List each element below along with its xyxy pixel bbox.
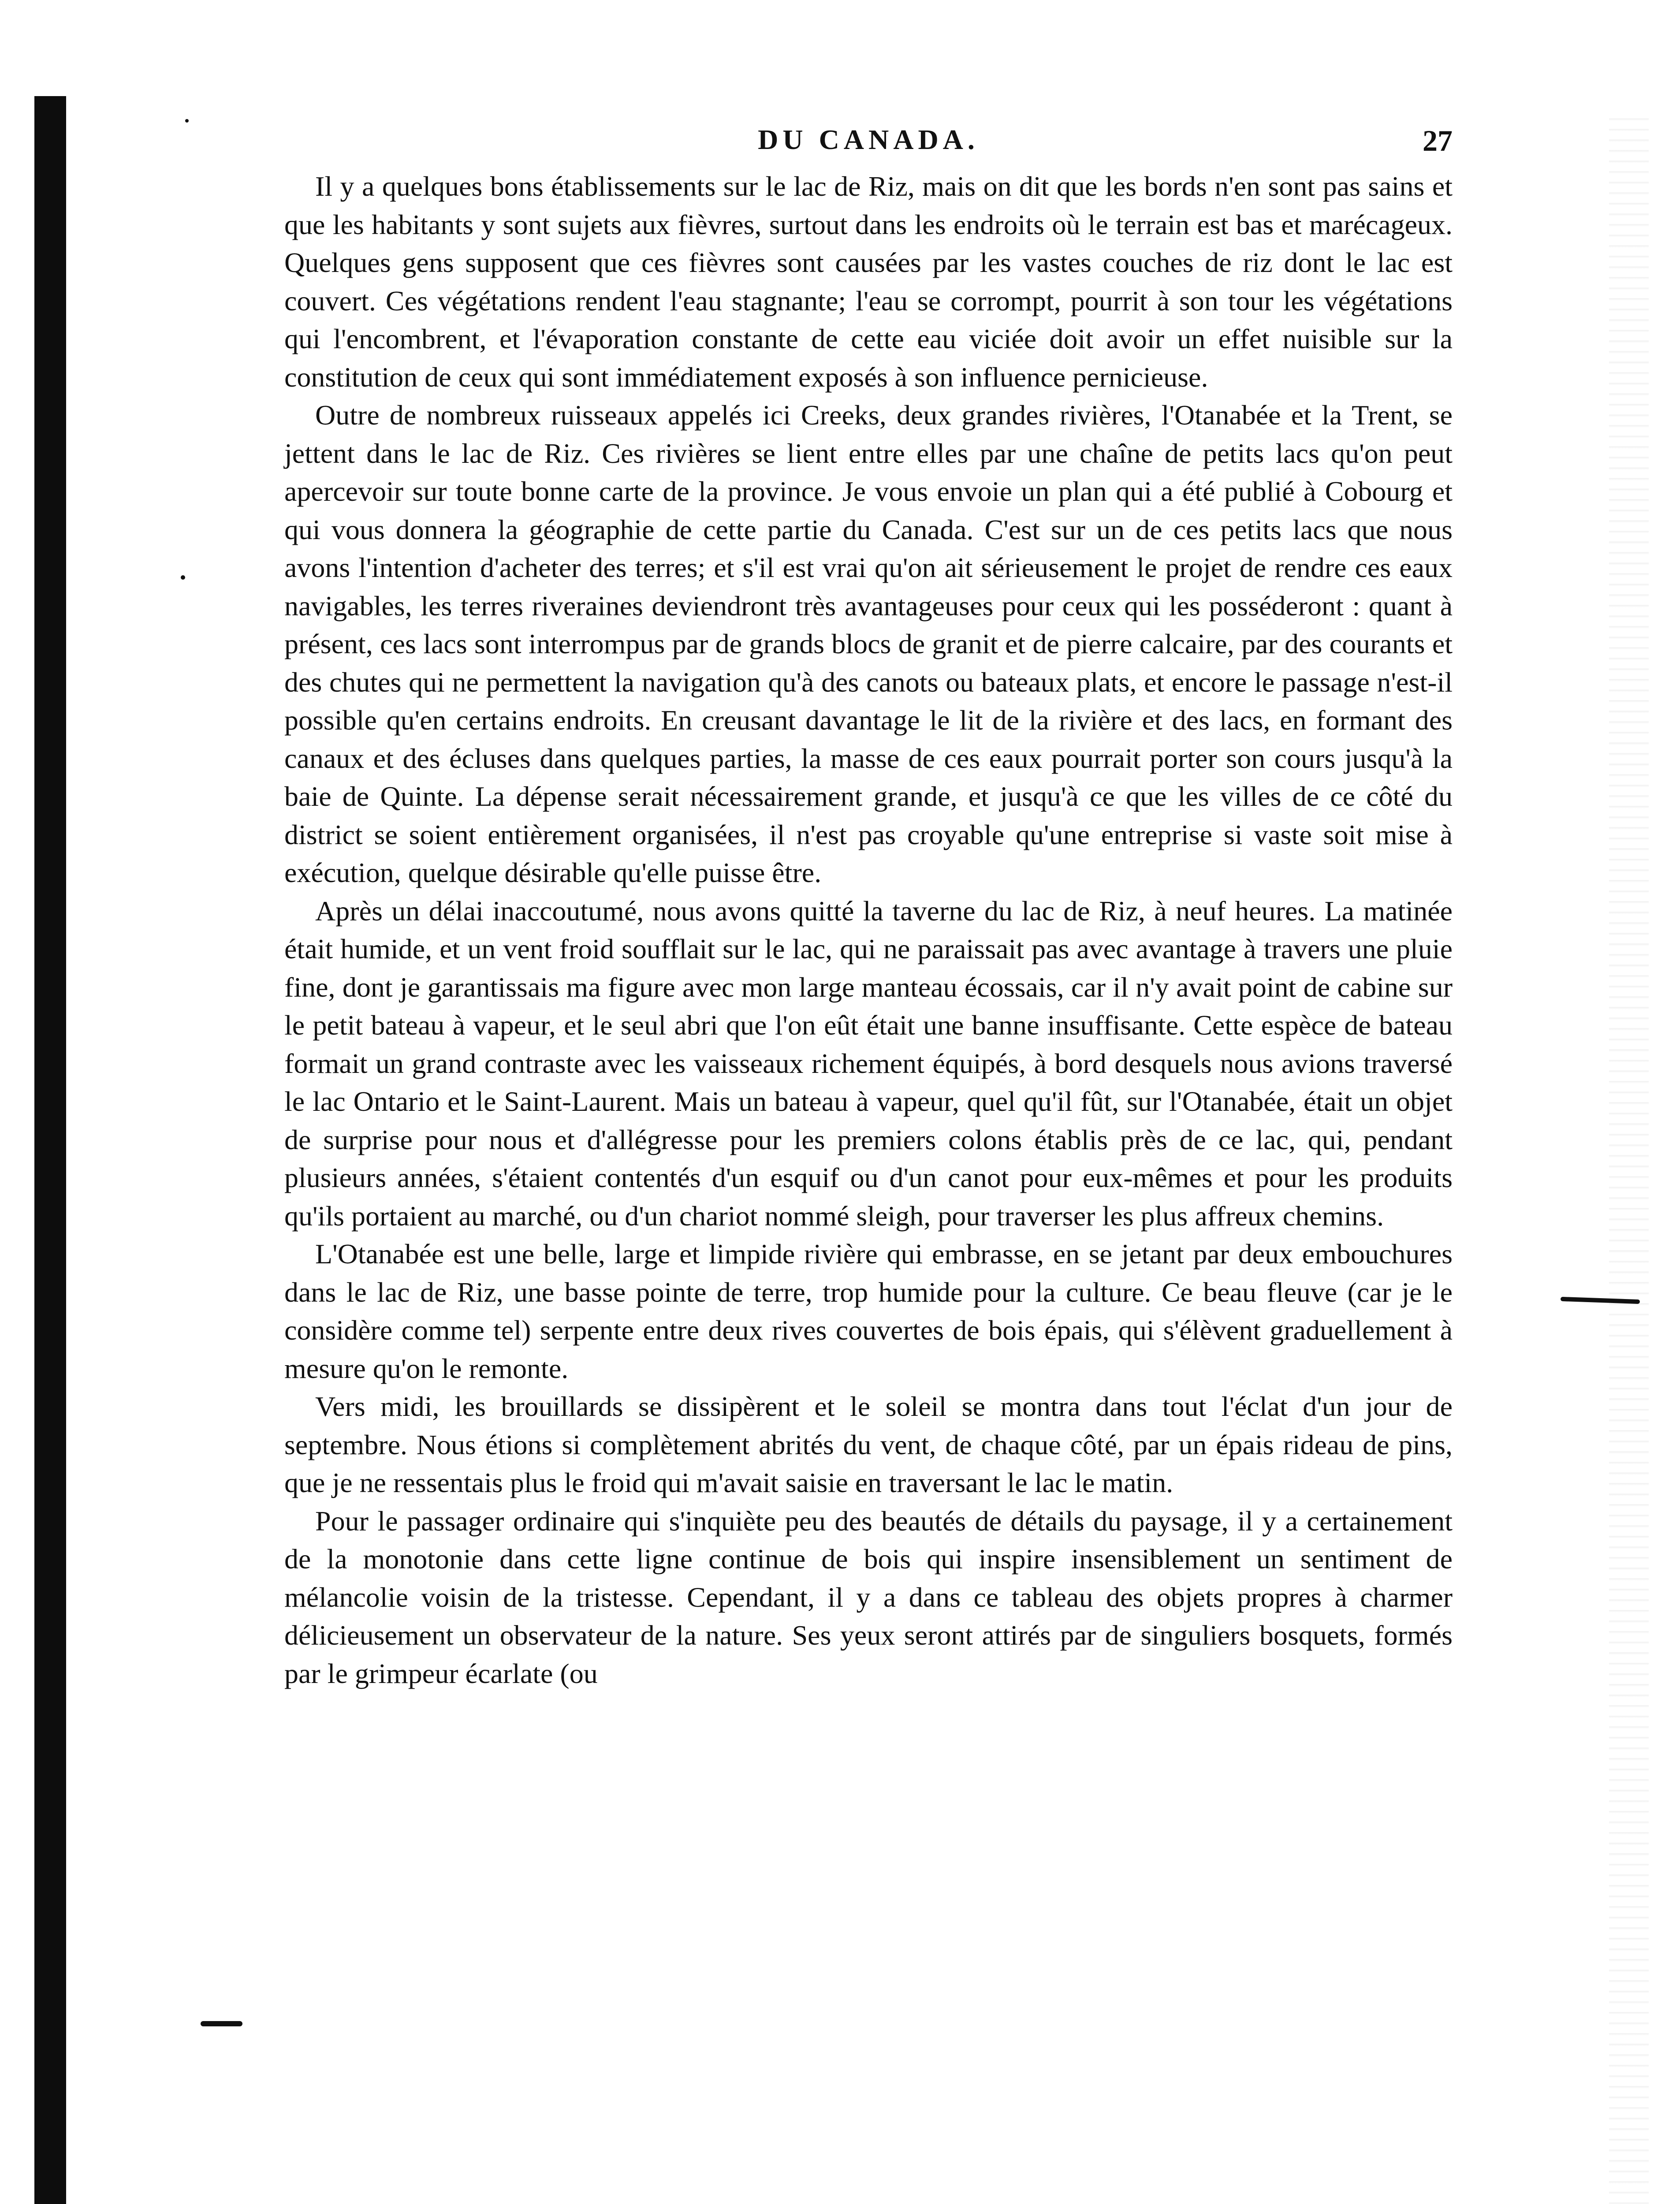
paragraph: L'Otanabée est une belle, large et limpide rivière qui embrasse, en se jetant par deux embouchures dans le lac de Riz, une basse pointe de terre, trop humide pour la culture. Ce beau fleuve (car je le considère comme tel) serpente entre deux rives couvertes de bois épais, qui s'élèvent graduellement à mesure qu'on le remonte. [284, 1238, 1453, 1384]
page-number: 27 [1423, 124, 1453, 157]
scan-right-edge-noise [1609, 110, 1649, 2204]
running-title: DU CANADA. [758, 124, 979, 155]
scan-speck [181, 575, 185, 580]
book-page [284, 119, 1453, 1693]
scan-left-edge-bar [34, 96, 66, 2204]
paragraph: Pour le passager ordinaire qui s'inquiète peu des beautés de détails du paysage, il y a certainement de la monotonie dans cette ligne continue de bois qui inspire insensiblement un sentiment de mélancolie voisin de la tristesse. Cependant, il y a dans ce tableau des objets propres à charmer délicieusement un observateur de la nature. Ses yeux seront attirés par de singuliers bosquets, formés par le grimpeur écarlate (ou [284, 1505, 1453, 1689]
scan-speck [185, 119, 189, 123]
body-text [284, 168, 1453, 1693]
paragraph: Il y a quelques bons établissements sur le lac de Riz, mais on dit que les bords n'en sont pas sains et que les habitants y sont sujets aux fièvres, surtout dans les endroits où le terrain est bas et marécageux. Quelques gens supposent que ces fièvres sont causées par les vastes couches de riz dont le lac est couvert. Ces végétations rendent l'eau stagnante; l'eau se corrompt, pourrit à son tour les végétations qui l'encombrent, et l'évaporation constante de cette eau viciée doit avoir un effet nuisible sur la constitution de ceux qui sont immédiatement exposés à son influence pernicieuse. [284, 171, 1453, 393]
paragraph: Outre de nombreux ruisseaux appelés ici Creeks, deux grandes rivières, l'Otanabée et la Trent, se jettent dans le lac de Riz. Ces rivières se lient entre elles par une chaîne de petits lacs qu'on peut apercevoir sur toute bonne carte de la province. Je vous envoie un plan qui a été publié à Cobourg et qui vous donnera la géographie de cette partie du Canada. C'est sur un de ces petits lacs que nous avons l'intention d'acheter des terres; et s'il est vrai qu'on ait sérieusement le projet de rendre ces eaux navigables, les terres riveraines deviendront très avantageuses pour ceux qui les posséderont : quant à présent, ces lacs sont interrompus par de grands blocs de granit et de pierre calcaire, par des courants et des chutes qui ne permettent la navigation qu'à des canots ou bateaux plats, et encore le passage n'est-il possible qu'en certains endroits. En creusant davantage le lit de la rivière et des lacs, en formant des canaux et des écluses dans quelques parties, la masse de ces eaux pourrait porter son cours jusqu'à la baie de Quinte. La dépense serait nécessairement grande, et jusqu'à ce que les villes de ce côté du district se soient entièrement organisées, il n'est pas croyable qu'une entreprise si vaste soit mise à exécution, quelque désirable qu'elle puisse être. [284, 399, 1453, 888]
scan-mark-left [201, 2021, 242, 2026]
paragraph: Vers midi, les brouillards se dissipèrent et le soleil se montra dans tout l'éclat d'un jour de septembre. Nous étions si complètement abrités du vent, de chaque côté, par un épais rideau de pins, que je ne ressentais plus le froid qui m'avait saisie en traversant le lac le matin. [284, 1391, 1453, 1498]
running-header [284, 119, 1453, 168]
paragraph: Après un délai inaccoutumé, nous avons quitté la taverne du lac de Riz, à neuf heures. La matinée était humide, et un vent froid soufflait sur le lac, qui ne paraissait pas avec avantage à travers une pluie fine, dont je garantissais ma figure avec mon large manteau écossais, car il n'y avait point de cabine sur le petit bateau à vapeur, et le seul abri que l'on eût était une banne insuffisante. Cette espèce de bateau formait un grand contraste avec les vaisseaux richement équipés, à bord desquels nous avions traversé le lac Ontario et le Saint-Laurent. Mais un bateau à vapeur, quel qu'il fût, sur l'Otanabée, était un objet de surprise pour nous et d'allégresse pour les premiers colons établis près de ce lac, qui, pendant plusieurs années, s'étaient contentés d'un esquif ou d'un canot pour eux-mêmes et pour les produits qu'ils portaient au marché, ou d'un chariot nommé sleigh, pour traverser les plus affreux chemins. [284, 895, 1453, 1232]
